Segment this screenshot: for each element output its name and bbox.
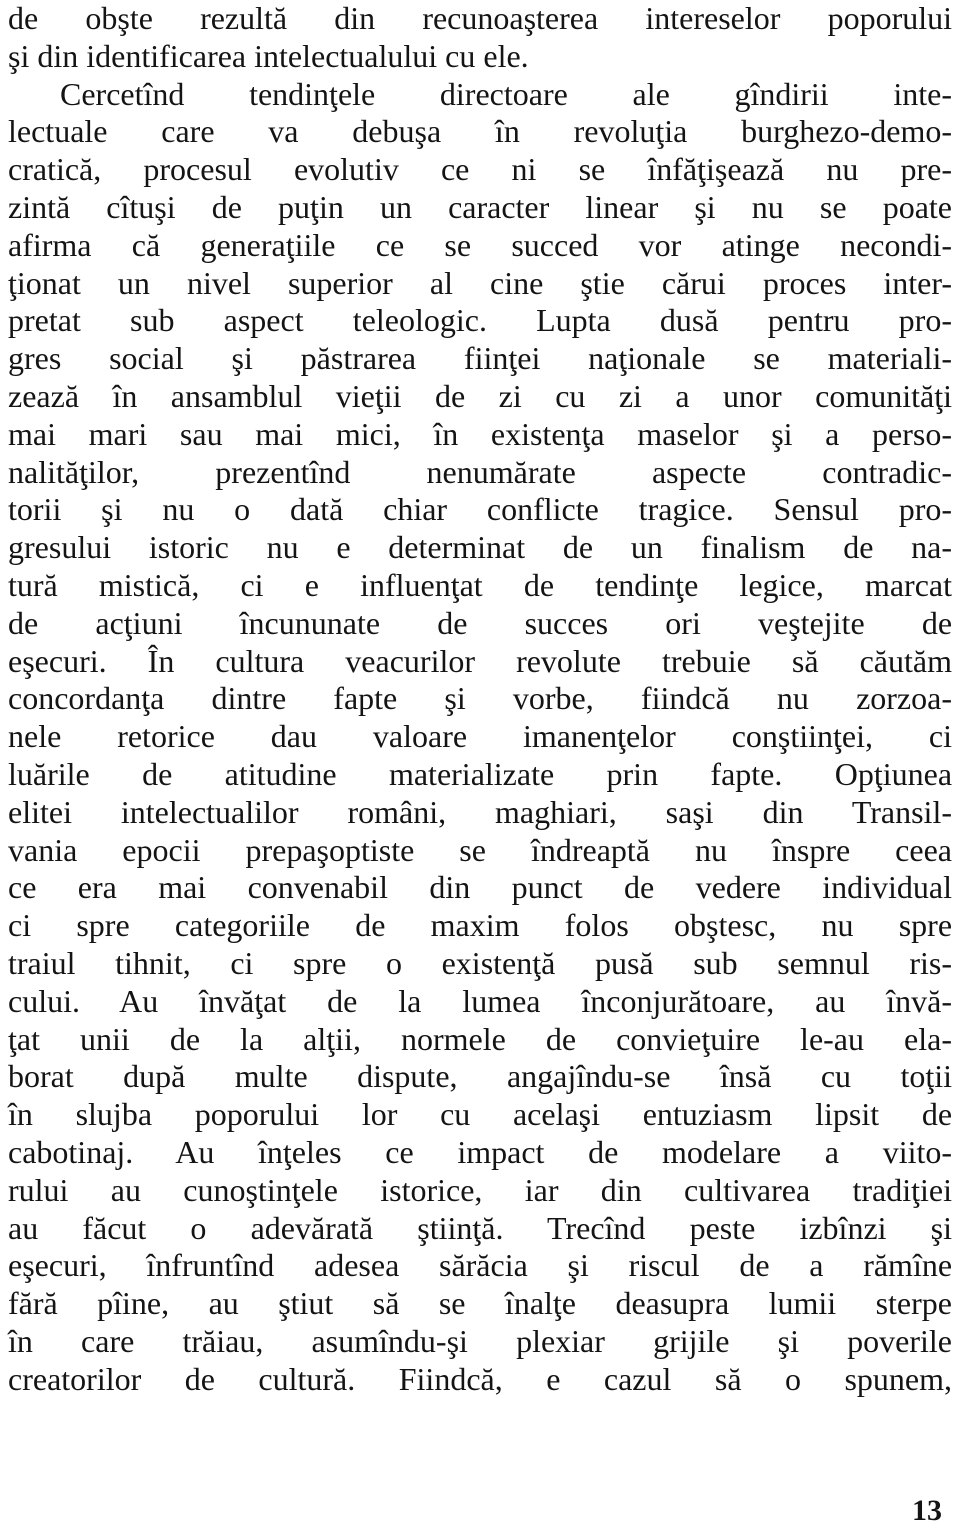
text-line: de acţiuni încununate de succes ori veştejite de [8,604,953,641]
text-line: traiul tihnit, ci spre o existenţă pusă sub semnul ris- [8,944,953,981]
text-line: nalităţilor, prezentînd nenumărate aspecte contradic- [8,453,953,490]
text-line: mai mari sau mai mici, în existenţa maselor şi a perso- [8,415,952,452]
text-line: şi din identificarea intelectualului cu ele. [8,37,529,74]
text-line: rului au cunoştinţele istorice, iar din cultivarea tradiţiei [8,1171,952,1208]
text-line: în slujba poporului lor cu acelaşi entuziasm lipsit de [8,1096,953,1133]
body-text [8,0,952,1398]
text-line: eşecuri. În cultura veacurilor revolute trebuie să căutăm [8,642,952,679]
text-line: concordanţa dintre fapte şi vorbe, fiindcă nu zorzoa- [8,680,952,717]
text-line: eşecuri, înfruntînd adesea sărăcia şi riscul de a rămîne [8,1247,953,1284]
text-line: ţat unii de la alţii, normele de convieţuire le-au ela- [8,1020,952,1057]
text-line: gresului istoric nu e determinat de un finalism de na- [8,529,952,566]
text-line: nele retorice dau valoare imanenţelor conştiinţei, ci [8,718,952,755]
text-line: lectuale care va debuşa în revoluţia burghezo-demo- [8,113,953,150]
text-line: cabotinaj. Au înţeles ce impact de modelare a viito- [8,1133,953,1170]
text-line: pretat sub aspect teleologic. Lupta dusă pentru pro- [8,302,952,339]
text-line: ce era mai convenabil din punct de vedere individual [8,869,953,906]
text-line: gres social şi păstrarea fiinţei naţionale se materiali- [8,340,953,377]
text-line: afirma că generaţiile ce se succed vor atinge necondi- [8,226,953,263]
text-line: ci spre categoriile de maxim folos obştesc, nu spre [8,907,953,944]
text-line: în care trăiau, asumîndu-şi plexiar grijile şi poverile [8,1322,953,1359]
text-line: borat după multe dispute, angajîndu-se însă cu toţii [8,1058,953,1095]
text-line: zează în ansamblul vieţii de zi cu zi a unor comunităţi [8,377,953,414]
text-line: tură mistică, ci e influenţat de tendinţe legice, marcat [8,566,953,603]
text-line: luările de atitudine materializate prin fapte. Opţiunea [8,755,953,792]
text-line: creatorilor de cultură. Fiindcă, e cazul să o spunem, [8,1360,953,1397]
text-line: ţionat un nivel superior al cine ştie cărui proces inter- [8,264,953,301]
text-line: fără pîine, au ştiut să se înalţe deasupra lumii sterpe [8,1285,952,1322]
text-line: torii şi nu o dată chiar conflicte tragice. Sensul pro- [8,491,953,528]
paragraph-start-line: Cercetînd tendinţele directoare ale gîndirii inte- [60,75,952,112]
text-line: elitei intelectualilor români, maghiari, saşi din Transil- [8,793,952,830]
text-line: de obşte rezultă din recunoaşterea intereselor poporului [8,0,953,36]
page-number: 13 [912,1494,942,1527]
text-line: vania epocii prepaşoptiste se îndreaptă nu înspre ceea [8,831,952,868]
text-line: cului. Au învăţat de la lumea înconjurătoare, au învă- [8,982,953,1019]
text-line: zintă cîtuşi de puţin un caracter linear şi nu se poate [8,188,952,225]
text-line: au făcut o adevărată ştiinţă. Trecînd peste izbînzi şi [8,1209,953,1246]
text-line: cratică, procesul evolutiv ce ni se înfăţişează nu pre- [8,151,952,188]
